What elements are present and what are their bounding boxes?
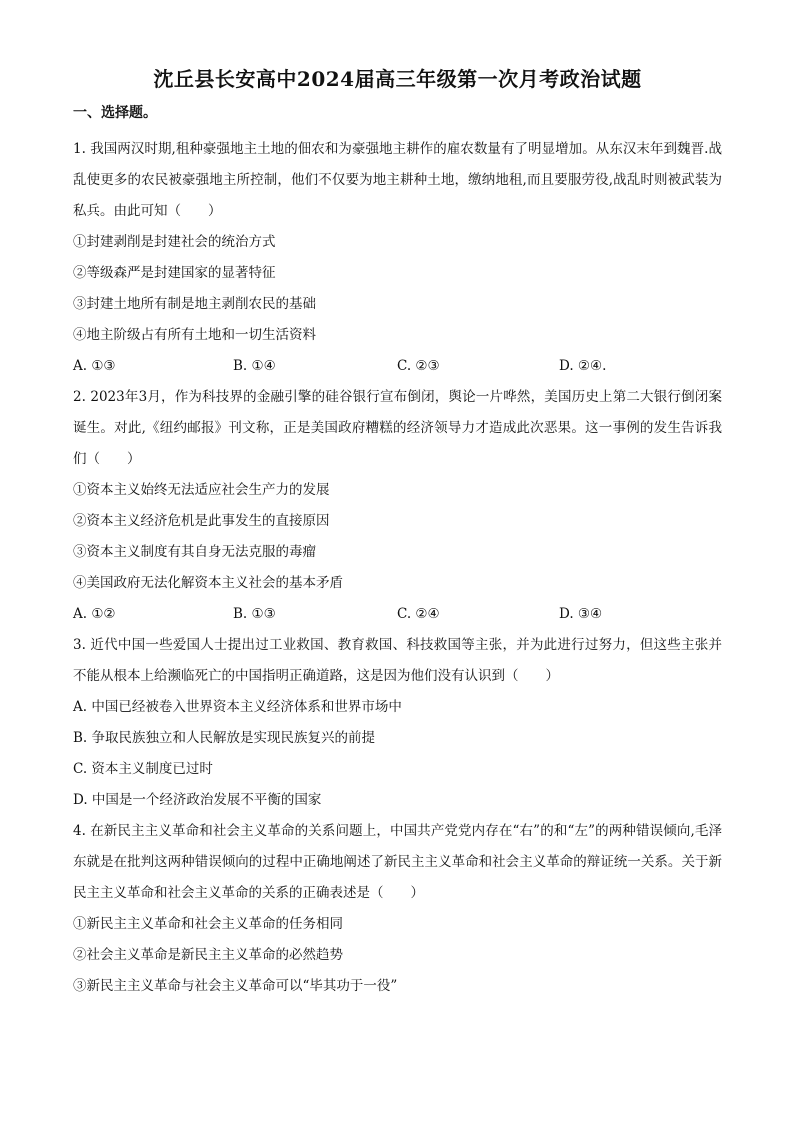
option-b: B. ①④ (233, 358, 276, 374)
answer-options (73, 599, 722, 630)
section-heading: 一、选择题。 (73, 105, 157, 121)
statement-item: ②社会主义革命是新民主主义革命的必然趋势 (73, 947, 343, 963)
answer-options (73, 351, 722, 382)
option-d: D. ③④ (559, 606, 603, 622)
question-2 (73, 382, 722, 630)
page-title: 沈丘县长安高中2024届高三年级第一次月考政治试题 (153, 67, 642, 91)
statement-item: ②资本主义经济危机是此事发生的直接原因 (73, 513, 330, 529)
option-a: A. ①③ (73, 358, 116, 374)
question-stem: 2. 2023年3月，作为科技界的金融引擎的硅谷银行宣布倒闭，舆论一片哗然，美国历史上第二大银行倒闭案诞生。对此,《纽约邮报》刊文称，正是美国政府糟糕的经济领导力才造成此次恶果。这一事例的发生告诉我们（ ） (73, 389, 722, 467)
option-c: C. ②④ (397, 606, 440, 622)
question-stem: 3. 近代中国一些爱国人士提出过工业救国、教育救国、科技救国等主张，并为此进行过努力，但这些主张并不能从根本上给濒临死亡的中国指明正确道路，这是因为他们没有认识到（ ） (73, 637, 722, 684)
statement-item: ④美国政府无法化解资本主义社会的基本矛盾 (73, 575, 343, 591)
option-a: A. 中国已经被卷入世界资本主义经济体系和世界市场中 (73, 699, 402, 715)
statement-item: ①新民主主义革命和社会主义革命的任务相同 (73, 916, 343, 932)
question-4 (73, 816, 722, 1002)
question-stem: 4. 在新民主主义革命和社会主义革命的关系问题上，中国共产党党内存在“右”的和“左”的两种错误倾向,毛泽东就是在批判这两种错误倾向的过程中正确地阐述了新民主主义革命和社会主义革命的辩证统一关系。关于新民主主义革命和社会主义革命的关系的正确表述是（ ） (73, 823, 722, 901)
option-b: B. 争取民族独立和人民解放是实现民族复兴的前提 (73, 730, 376, 746)
option-d: D. 中国是一个经济政治发展不平衡的国家 (73, 792, 322, 808)
statement-item: ③新民主主义革命与社会主义革命可以“毕其功于一役” (73, 978, 398, 994)
statement-item: ④地主阶级占有所有土地和一切生活资料 (73, 327, 316, 343)
question-3 (73, 630, 722, 816)
option-b: B. ①③ (233, 606, 276, 622)
statement-item: ③资本主义制度有其自身无法克服的毒瘤 (73, 544, 316, 560)
question-1 (73, 134, 722, 382)
statement-item: ②等级森严是封建国家的显著特征 (73, 265, 276, 281)
option-a: A. ①② (73, 606, 116, 622)
statement-item: ①封建剥削是封建社会的统治方式 (73, 234, 276, 250)
option-c: C. 资本主义制度已过时 (73, 761, 213, 777)
question-stem: 1. 我国两汉时期,租种豪强地主土地的佃农和为豪强地主耕作的雇农数量有了明显增加。从东汉末年到魏晋.战乱使更多的农民被豪强地主所控制，他们不仅要为地主耕种土地，缴纳地租,而且要服劳役,战乱时则被武装为私兵。由此可知（ ） (73, 141, 722, 219)
statement-item: ①资本主义始终无法适应社会生产力的发展 (73, 482, 330, 498)
option-c: C. ②③ (397, 358, 440, 374)
option-d: D. ②④. (559, 358, 607, 374)
statement-item: ③封建土地所有制是地主剥削农民的基础 (73, 296, 316, 312)
